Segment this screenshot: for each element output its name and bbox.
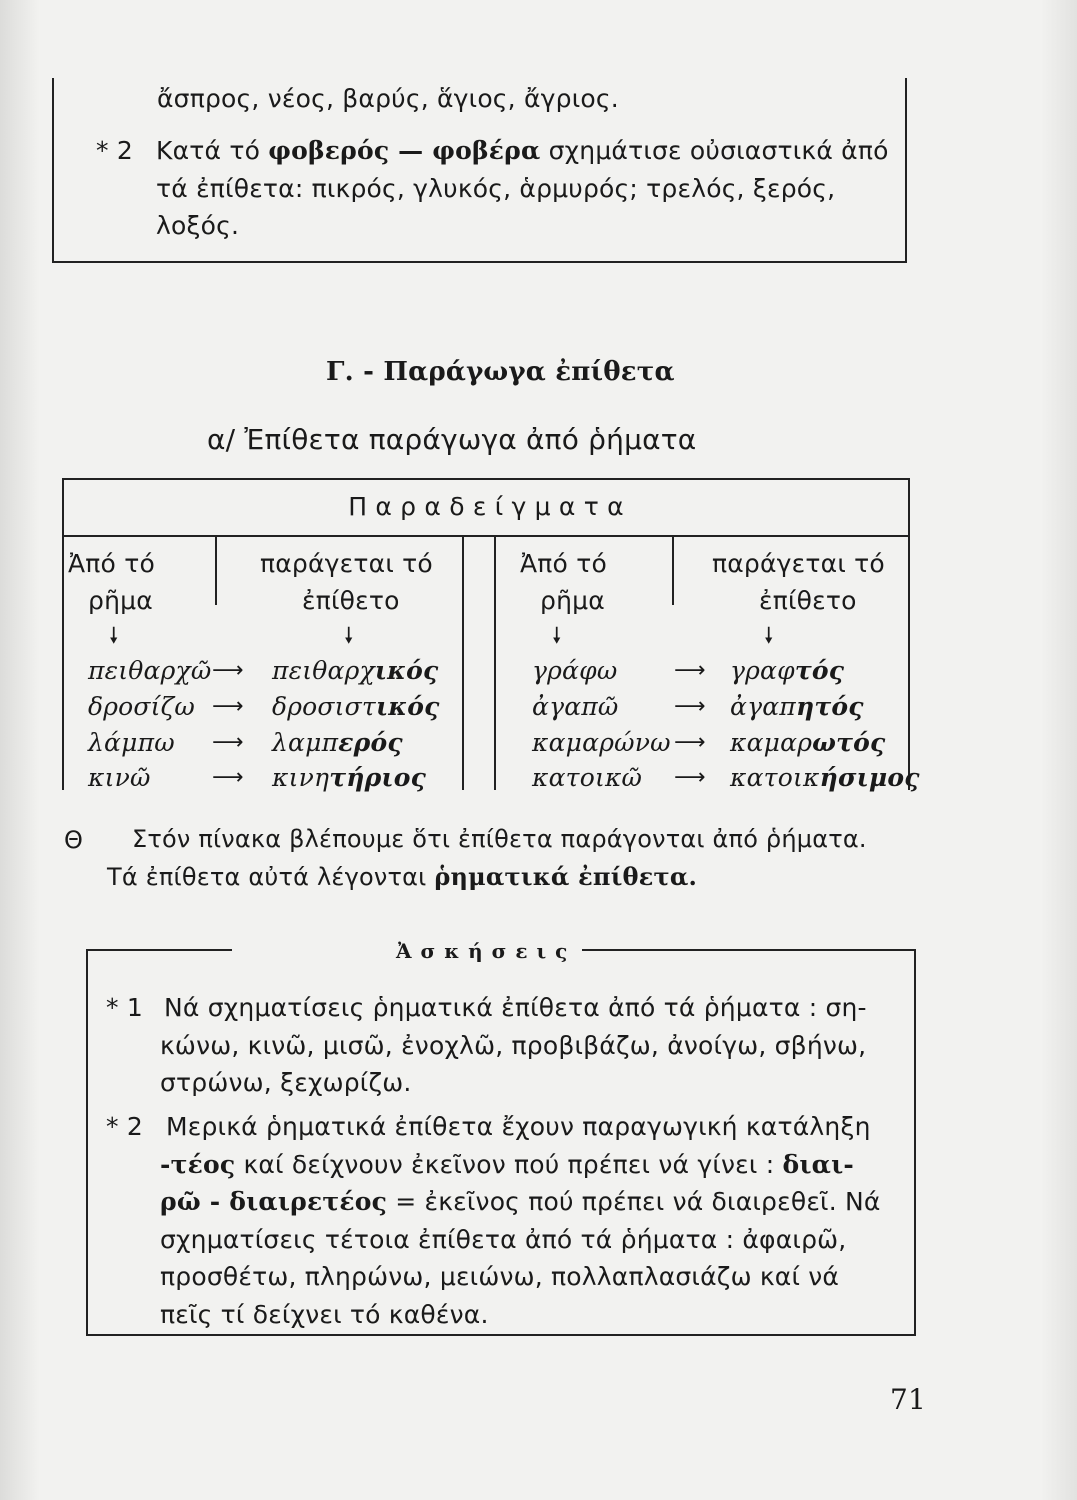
left-col-verb-header-1: Ἀπό τό <box>68 549 155 578</box>
verb: λάμπω <box>88 728 175 757</box>
ex2-line1: Μερικά ῥηματικά ἐπίθετα ἔχουν παραγωγική κατάληξη <box>166 1112 871 1141</box>
right-adj-down-arrow-icon: 🠗 <box>764 624 774 649</box>
right-arrow-icon: ⟶ <box>212 730 244 755</box>
right-arrow-icon: ⟶ <box>674 694 706 719</box>
ex2-line2: -τέος καί δείχνουν ἐκεῖνον πού πρέπει νά γίνει : διαι- <box>160 1150 854 1179</box>
top-box-ex2-line2: τά ἐπίθετα: πικρός, γλυκός, ἁρμυρός; τρελός, ξερός, <box>156 174 836 203</box>
left-col-adj-header-2: ἐπίθετο <box>302 586 400 615</box>
right-col-verb-header-1: Ἀπό τό <box>520 549 607 578</box>
examples-table <box>62 478 920 792</box>
right-arrow-icon: ⟶ <box>212 694 244 719</box>
verb: κινῶ <box>88 763 151 792</box>
ex2-line4: σχηματίσεις τέτοια ἐπίθετα ἀπό τά ῥήματα : ἀφαιρῶ, <box>160 1225 847 1254</box>
ex1-marker: * 1 <box>106 993 143 1022</box>
ex2-line6: πεῖς τί δείχνει τό καθένα. <box>160 1300 489 1329</box>
right-col-adj-header-2: ἐπίθετο <box>759 586 857 615</box>
right-col-adj-header-1: παράγεται τό <box>712 549 885 578</box>
top-box-ex2-line3: λοξός. <box>156 211 240 240</box>
verb: καμαρώνω <box>532 728 671 757</box>
derived-adjective: γραφτός <box>730 656 845 685</box>
derived-adjective: δροσιστικός <box>272 692 440 721</box>
verb: κατοικῶ <box>532 763 643 792</box>
top-box-line1: ἄσπρος, νέος, βαρύς, ἅγιος, ἄγριος. <box>157 84 619 113</box>
right-arrow-icon: ⟶ <box>674 730 706 755</box>
ex2-marker: * 2 <box>106 1112 143 1141</box>
derived-adjective: κινητήριος <box>272 763 427 792</box>
ex2-line3: ρῶ - διαιρετέος = ἐκεῖνος πού πρέπει νά διαιρεθεῖ. Νά <box>160 1187 881 1216</box>
right-arrow-icon: ⟶ <box>212 658 244 683</box>
right-arrow-icon: ⟶ <box>674 658 706 683</box>
page-number: 71 <box>890 1383 927 1416</box>
left-verb-down-arrow-icon: 🠗 <box>109 624 119 649</box>
top-box-ex2-line1: Κατά τό φοβερός — φοβέρα σχημάτισε οὐσιαστικά ἀπό <box>156 136 889 165</box>
verb: γράφω <box>532 656 618 685</box>
ex1-line2: κώνω, κινῶ, μισῶ, ἐνοχλῶ, προβιβάζω, ἀνοίγω, σβήνω, <box>160 1031 867 1060</box>
section-heading: Γ. - Παράγωγα ἐπίθετα <box>326 357 675 387</box>
right-arrow-icon: ⟶ <box>674 765 706 790</box>
note-line2: Τά ἐπίθετα αὐτά λέγονται ῥηματικά ἐπίθετα. <box>107 862 698 891</box>
verb: δροσίζω <box>88 692 196 721</box>
left-col-adj-header-1: παράγεται τό <box>260 549 433 578</box>
derived-adjective: καμαρωτός <box>730 728 886 757</box>
section-subheading: α/ Ἐπίθετα παράγωγα ἀπό ῥήματα <box>207 423 697 456</box>
left-adj-down-arrow-icon: 🠗 <box>344 624 354 649</box>
exercises-title: Ἀ σ κ ή σ ε ι ς <box>396 939 569 963</box>
table-title: Π α ρ α δ ε ί γ μ α τ α <box>348 492 624 521</box>
ex1-line3: στρώνω, ξεχωρίζω. <box>160 1068 412 1097</box>
exercises-box <box>86 939 916 1336</box>
right-arrow-icon: ⟶ <box>212 765 244 790</box>
note-line1: Στόν πίνακα βλέπουμε ὅτι ἐπίθετα παράγονται ἀπό ῥήματα. <box>132 825 867 853</box>
verb: ἀγαπῶ <box>532 692 619 721</box>
top-exercise-box <box>52 78 907 263</box>
derived-adjective: πειθαρχικός <box>272 656 439 685</box>
right-verb-down-arrow-icon: 🠗 <box>552 624 562 649</box>
top-box-ex2-marker: * 2 <box>96 136 133 165</box>
derived-adjective: λαμπερός <box>272 728 403 757</box>
ex1-line1: Νά σχηματίσεις ῥηματικά ἐπίθετα ἀπό τά ῥήματα : ση- <box>164 993 867 1022</box>
derived-adjective: ἀγαπητός <box>730 692 864 721</box>
left-col-verb-header-2: ρῆμα <box>88 586 153 615</box>
ex2-line5: προσθέτω, πληρώνω, μειώνω, πολλαπλασιάζω καί νά <box>160 1262 840 1291</box>
derived-adjective: κατοικήσιμος <box>730 763 920 792</box>
right-col-verb-header-2: ρῆμα <box>540 586 605 615</box>
verb: πειθαρχῶ <box>88 656 212 685</box>
note-symbol-icon: Θ <box>64 826 84 854</box>
